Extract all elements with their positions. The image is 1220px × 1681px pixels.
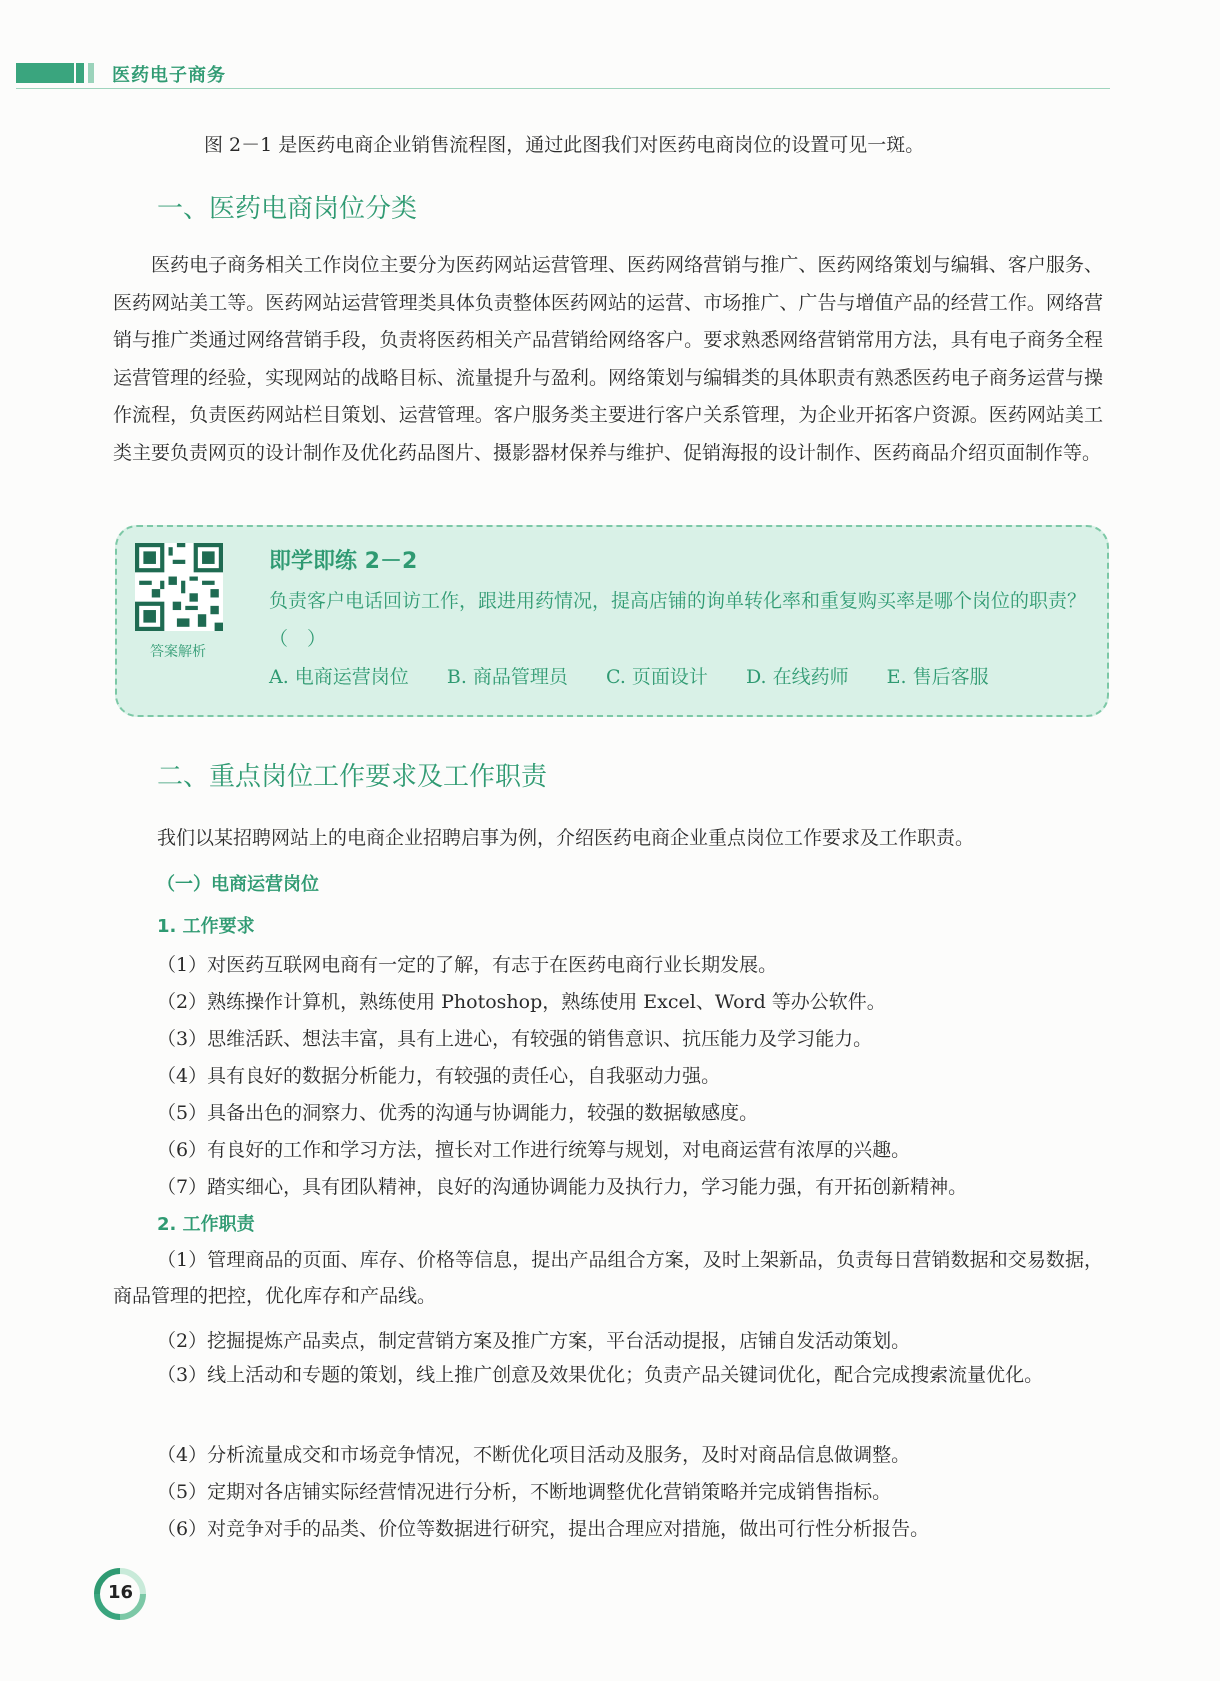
duty-item: （5）定期对各店铺实际经营情况进行分析，不断地调整优化营销策略并完成销售指标。 — [157, 1481, 892, 1503]
requirement-item: （5）具备出色的洞察力、优秀的沟通与协调能力，较强的数据敏感度。 — [157, 1102, 759, 1124]
requirement-item: （7）踏实细心，具有团队精神，良好的沟通协调能力及执行力，学习能力强，有开拓创新精神。 — [157, 1176, 968, 1198]
intro-text: 图 2－1 是医药电商企业销售流程图，通过此图我们对医药电商岗位的设置可见一斑。 — [204, 134, 925, 156]
header-rule — [16, 88, 1110, 89]
page-number: 16 — [108, 1582, 134, 1603]
header-marker — [76, 63, 84, 83]
duty-item: （1）管理商品的页面、库存、价格等信息，提出产品组合方案，及时上架新品，负责每日营销数据和交易数据，商品管理的把控，优化库存和产品线。 — [113, 1249, 1103, 1307]
subsection-heading: （一）电商运营岗位 — [157, 874, 319, 895]
practice-title: 即学即练 2－2 — [269, 549, 418, 574]
section2-heading: 二、重点岗位工作要求及工作职责 — [157, 762, 548, 792]
practice-options — [269, 662, 1021, 689]
duty-item: （2）挖掘提炼产品卖点，制定营销方案及推广方案，平台活动提报，店铺自发活动策划。 — [157, 1330, 911, 1352]
practice-question: 负责客户电话回访工作，跟进用药情况，提高店铺的询单转化率和重复购买率是哪个岗位的职责？（ ） — [269, 590, 1087, 650]
section1-heading: 一、医药电商岗位分类 — [157, 194, 418, 224]
duty-item: （3）线上活动和专题的策划，线上推广创意及效果优化；负责产品关键词优化，配合完成搜索流量优化。 — [157, 1364, 1044, 1386]
requirement-item: （6）有良好的工作和学习方法，擅长对工作进行统筹与规划，对电商运营有浓厚的兴趣。 — [157, 1139, 911, 1161]
section1-paragraph: 医药电子商务相关工作岗位主要分为医药网站运营管理、医药网络营销与推广、医药网络策划与编辑、客户服务、医药网站美工等。医药网站运营管理类具体负责整体医药网站的运营、市场推广、广告与增值产品的经营工作。网络营销与推广类通过网络营销手段，负责将医药相关产品营销给网络客户。要求熟悉网络营销常用方法，具有电子商务全程运营管理的经验，实现网站的战略目标、流量提升与盈利。网络策划与编辑类的具体职责有熟悉医药电子商务运营与操作流程，负责医药网站栏目策划、运营管理。客户服务类主要进行客户关系管理，为企业开拓客户资源。医药网站美工类主要负责网页的设计制作及优化药品图片、摄影器材保养与维护、促销海报的设计制作、医药商品介绍页面制作等。 — [113, 254, 1103, 464]
requirements-heading: 1. 工作要求 — [157, 916, 255, 937]
option-a: A. 电商运营岗位 — [269, 666, 409, 688]
requirement-item: （2）熟练操作计算机，熟练使用 Photoshop，熟练使用 Excel、Word 等办公软件。 — [157, 991, 886, 1013]
option-d: D. 在线药师 — [745, 666, 849, 688]
duty-item: （6）对竞争对手的品类、价位等数据进行研究，提出合理应对措施，做出可行性分析报告。 — [157, 1518, 930, 1540]
option-c: C. 页面设计 — [605, 666, 708, 688]
option-b: B. 商品管理员 — [446, 666, 568, 688]
qr-code-icon[interactable] — [135, 543, 223, 631]
duties-heading: 2. 工作职责 — [157, 1214, 255, 1235]
requirement-item: （3）思维活跃、想法丰富，具有上进心，有较强的销售意识、抗压能力及学习能力。 — [157, 1028, 873, 1050]
requirement-item: （1）对医药互联网电商有一定的了解，有志于在医药电商行业长期发展。 — [157, 954, 778, 976]
requirement-item: （4）具有良好的数据分析能力，有较强的责任心，自我驱动力强。 — [157, 1065, 721, 1087]
practice-box — [115, 525, 1109, 717]
duty-item: （4）分析流量成交和市场竞争情况，不断优化项目活动及服务，及时对商品信息做调整。 — [157, 1444, 911, 1466]
option-e: E. 售后客服 — [886, 666, 989, 688]
header-bar — [16, 63, 74, 83]
qr-label: 答案解析 — [150, 644, 206, 660]
header-title: 医药电子商务 — [112, 65, 226, 86]
header-marker-light — [88, 63, 94, 83]
section2-intro: 我们以某招聘网站上的电商企业招聘启事为例，介绍医药电商企业重点岗位工作要求及工作职责。 — [157, 827, 975, 849]
